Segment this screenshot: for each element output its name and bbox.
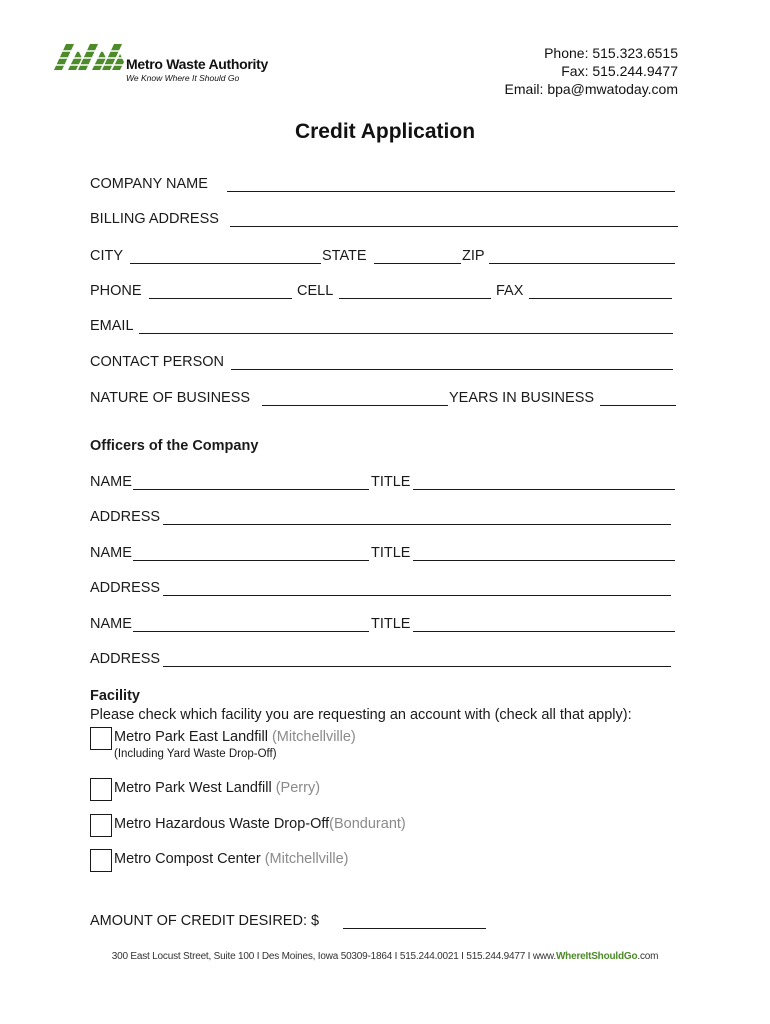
officer-1-name-row [90,474,680,494]
phone-number: Phone: 515.323.6515 [544,45,678,61]
amount-label: AMOUNT OF CREDIT DESIRED: $ [90,913,320,929]
phone-label: PHONE [90,283,142,299]
facility-label [114,851,349,867]
company-name-field[interactable] [90,176,680,196]
facility-location: (Bondurant) [329,816,406,832]
facility-option-park-west[interactable] [90,778,490,802]
company-name-label: COMPANY NAME [90,176,208,192]
footer-url[interactable] [533,951,658,962]
officer-name-label: NAME [90,545,132,561]
officer-address-line[interactable] [163,595,671,596]
officer-address-label: ADDRESS [90,580,161,596]
facility-option-compost-center[interactable] [90,849,490,873]
amount-line[interactable] [343,928,486,929]
officer-1-address-row [90,509,680,529]
officers-heading: Officers of the Company [90,438,259,454]
facility-location: (Mitchellville) [271,729,356,745]
years-in-business-line[interactable] [600,405,676,406]
billing-address-label: BILLING ADDRESS [90,211,219,227]
contact-person-label: CONTACT PERSON [90,354,225,370]
checkbox-park-east[interactable] [90,727,112,750]
officer-title-label: TITLE [371,616,411,632]
officer-2-address-row [90,580,680,600]
mwa-logo-mark-icon [52,42,126,72]
contact-person-line[interactable] [231,369,673,370]
fax-label: FAX [496,283,524,299]
email-address: Email: bpa@mwatoday.com [504,81,678,97]
years-in-business-label: YEARS IN BUSINESS [449,390,595,406]
officer-title-label: TITLE [371,474,411,490]
footer-url-suffix: .com [637,951,659,962]
checkbox-park-west[interactable] [90,778,112,801]
officer-name-label: NAME [90,616,132,632]
facility-name: Metro Compost Center [114,851,261,867]
footer-address: 300 East Locust Street, Suite 100 I Des Moines, Iowa 50309-1864 I 515.244.0021 I 515.244.9477 I [111,951,533,962]
city-line[interactable] [130,263,321,264]
facility-label [114,780,320,796]
company-name-line[interactable] [227,191,675,192]
facility-label [114,816,406,832]
nature-of-business-label: NATURE OF BUSINESS [90,390,251,406]
billing-address-field[interactable] [90,211,680,231]
officer-title-line[interactable] [413,560,675,561]
contact-person-field[interactable] [90,354,680,374]
officer-address-line[interactable] [163,524,671,525]
officer-2-name-row [90,545,680,565]
facility-note: (Including Yard Waste Drop-Off) [114,748,277,760]
checkbox-compost-center[interactable] [90,849,112,872]
cell-line[interactable] [339,298,491,299]
officer-title-label: TITLE [371,545,411,561]
officer-name-label: NAME [90,474,132,490]
footer [0,951,770,962]
officer-name-line[interactable] [133,631,369,632]
facility-option-hazardous-waste[interactable] [90,814,490,838]
officer-3-name-row [90,616,680,636]
cell-label: CELL [297,283,334,299]
state-label: STATE [322,248,367,264]
mwa-logo [52,42,292,88]
nature-of-business-line[interactable] [262,405,448,406]
officer-name-line[interactable] [133,560,369,561]
page-title: Credit Application [294,120,476,143]
fax-line[interactable] [529,298,672,299]
business-row [90,390,680,410]
facility-option-park-east[interactable] [90,727,490,767]
amount-of-credit-field[interactable] [90,913,490,933]
city-state-zip-row [90,248,680,268]
city-label: CITY [90,248,124,264]
facility-name: Metro Park East Landfill [114,729,268,745]
officer-address-label: ADDRESS [90,509,161,525]
officer-address-label: ADDRESS [90,651,161,667]
email-line[interactable] [139,333,673,334]
facility-heading: Facility [90,688,140,704]
facility-location: (Perry) [275,780,321,796]
zip-label: ZIP [462,248,485,264]
footer-url-prefix: www. [532,951,556,962]
officer-address-line[interactable] [163,666,671,667]
zip-line[interactable] [489,263,675,264]
email-label: EMAIL [90,318,134,334]
facility-label [114,729,356,745]
facility-name: Metro Hazardous Waste Drop-Off [114,816,330,832]
officer-title-line[interactable] [413,631,675,632]
phone-cell-fax-row [90,283,680,303]
logo-name: Metro Waste Authority [126,56,268,72]
facility-instruction: Please check which facility you are requesting an account with (check all that apply): [90,707,632,723]
facility-location: (Mitchellville) [264,851,349,867]
facility-name: Metro Park West Landfill [114,780,272,796]
contact-info [505,44,678,98]
phone-line[interactable] [149,298,292,299]
officer-title-line[interactable] [413,489,675,490]
fax-number: Fax: 515.244.9477 [561,63,678,79]
officer-name-line[interactable] [133,489,369,490]
state-line[interactable] [374,263,461,264]
logo-tagline: We Know Where It Should Go [126,73,240,83]
checkbox-hazardous-waste[interactable] [90,814,112,837]
footer-url-brand: WhereItShouldGo [555,951,638,962]
officer-3-address-row [90,651,680,671]
billing-address-line[interactable] [230,226,678,227]
email-field[interactable] [90,318,680,338]
